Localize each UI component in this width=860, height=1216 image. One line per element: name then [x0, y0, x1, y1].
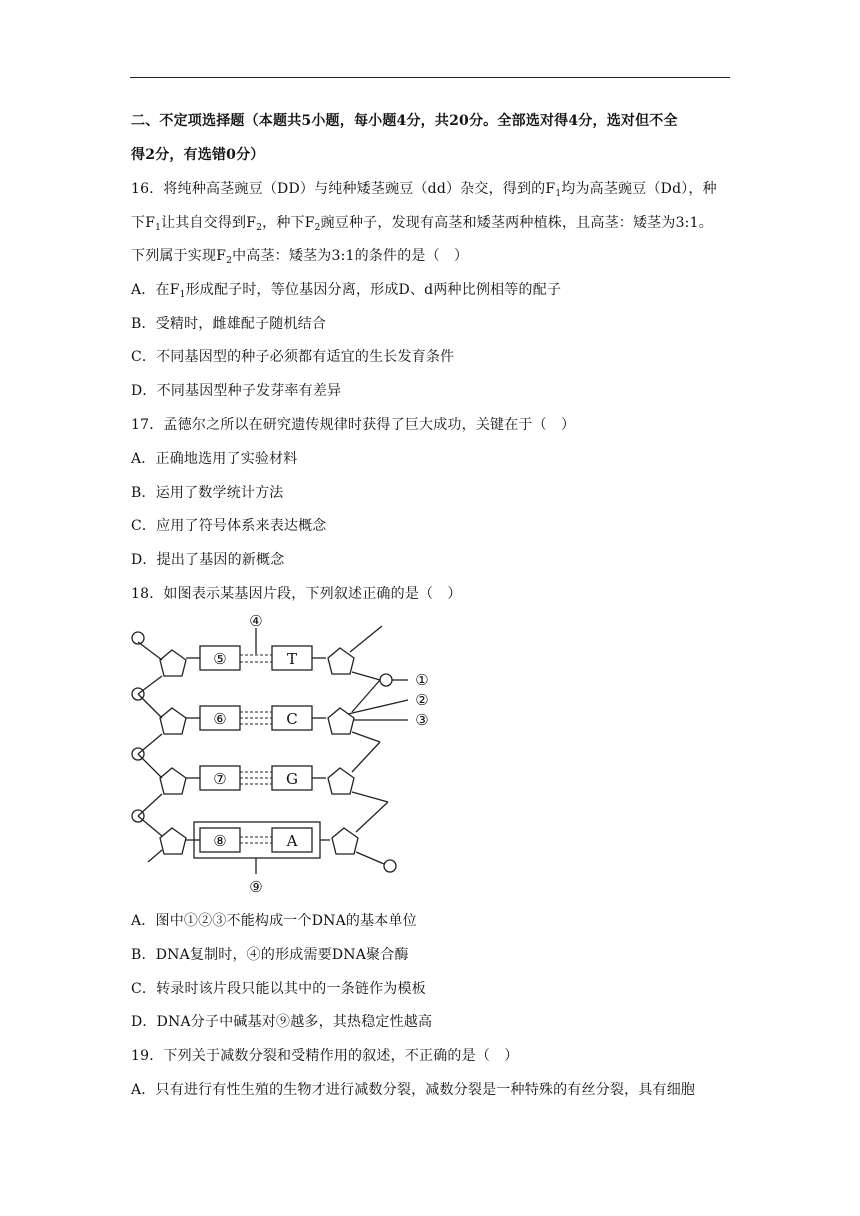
q16-option-a: A．在$F_1$形成配子时，等位基因分离，形成D、d两种比例相等的配子	[131, 282, 562, 300]
section-title: 二、不定项选择题（本题共5小题，每小题4分，共20分。全部选对得4分，选对但不全	[131, 113, 678, 129]
left-backbone-segment	[138, 642, 162, 660]
label-3: ③	[415, 711, 429, 729]
left-sugar	[160, 768, 186, 794]
q19-stem: 19．下列关于减数分裂和受精作用的叙述，不正确的是（ ）	[131, 1048, 519, 1064]
q17-stem: 17．孟德尔之所以在研究遗传规律时获得了巨大成功，关键在于（ ）	[131, 417, 576, 433]
left-base-label: ⑤	[213, 650, 227, 668]
left-base-label: ⑥	[213, 710, 227, 728]
right-backbone-segment	[356, 852, 384, 864]
section-title-cont: 得2分，有选错0分）	[131, 147, 265, 163]
right-backbone-top	[350, 626, 382, 652]
label-2: ②	[415, 691, 429, 709]
left-base-label: ⑦	[213, 770, 227, 788]
right-base-label: C	[286, 710, 298, 728]
right-base-label: G	[286, 770, 298, 788]
q17-option-a: A．正确地选用了实验材料	[131, 451, 298, 467]
q16-option-c: C．不同基因型的种子必须都有适宜的生长发育条件	[131, 349, 455, 365]
left-backbone-end	[148, 850, 162, 862]
q16-option-d: D．不同基因型种子发芽率有差异	[131, 383, 342, 399]
right-phosphate	[380, 674, 392, 686]
left-sugar	[160, 828, 186, 854]
right-backbone-segment	[356, 802, 388, 832]
left-backbone-segment	[138, 816, 162, 836]
left-backbone-segment	[138, 754, 162, 778]
right-base-label: T	[286, 650, 298, 668]
q18-option-a: A．图中①②③不能构成一个DNA的基本单位	[131, 913, 417, 929]
right-base-label: A	[286, 832, 298, 850]
q16-stem-line2: 下$F_1$让其自交得到$F_2$，种下$F_2$豌豆种子，发现有高茎和矮茎两种植株，且高茎：矮茎为3:1。	[131, 215, 713, 233]
q19-option-a: A．只有进行有性生殖的生物才进行减数分裂，减数分裂是一种特殊的有丝分裂，具有细胞	[131, 1082, 696, 1098]
left-sugar	[160, 708, 186, 734]
header-rule	[130, 77, 730, 78]
left-backbone-segment	[138, 794, 162, 816]
left-sugar	[160, 650, 186, 676]
q16-stem-line1: 16．将纯种高茎豌豆（DD）与纯种矮茎豌豆（dd）杂交，得到的$F_1$均为高茎豌豆（Dd），种	[131, 181, 717, 199]
q17-option-b: B．运用了数学统计方法	[131, 485, 284, 501]
q18-stem: 18．如图表示某基因片段，下列叙述正确的是（ ）	[131, 586, 462, 602]
right-sugar	[332, 828, 358, 854]
left-base-label: ⑧	[213, 832, 227, 850]
right-backbone-segment	[352, 742, 380, 772]
right-backbone-segment	[352, 732, 380, 742]
label-9: ⑨	[249, 878, 263, 896]
q16-stem-line3: 下列属于实现$F_2$中高茎：矮茎为3:1的条件的是（ ）	[131, 248, 469, 266]
right-backbone-segment	[352, 792, 388, 802]
left-backbone-segment	[138, 694, 162, 718]
dna-fragment-diagram	[118, 612, 448, 902]
right-sugar	[328, 708, 354, 734]
q18-option-d: D．DNA分子中碱基对⑨越多，其热稳定性越高	[131, 1014, 433, 1030]
q17-option-d: D．提出了基因的新概念	[131, 552, 285, 568]
label-1: ①	[415, 671, 429, 689]
right-backbone-segment	[352, 672, 380, 680]
left-backbone-segment	[138, 676, 162, 694]
right-sugar	[328, 768, 354, 794]
q17-option-c: C．应用了符号体系来表达概念	[131, 518, 327, 534]
q18-option-c: C．转录时该片段只能以其中的一条链作为模板	[131, 981, 426, 997]
right-phosphate	[384, 860, 396, 872]
q16-option-b: B．受精时，雌雄配子随机结合	[131, 316, 327, 332]
q18-option-b: B．DNA复制时，④的形成需要DNA聚合酶	[131, 947, 409, 963]
left-backbone-segment	[138, 734, 162, 754]
label-4: ④	[249, 612, 263, 630]
